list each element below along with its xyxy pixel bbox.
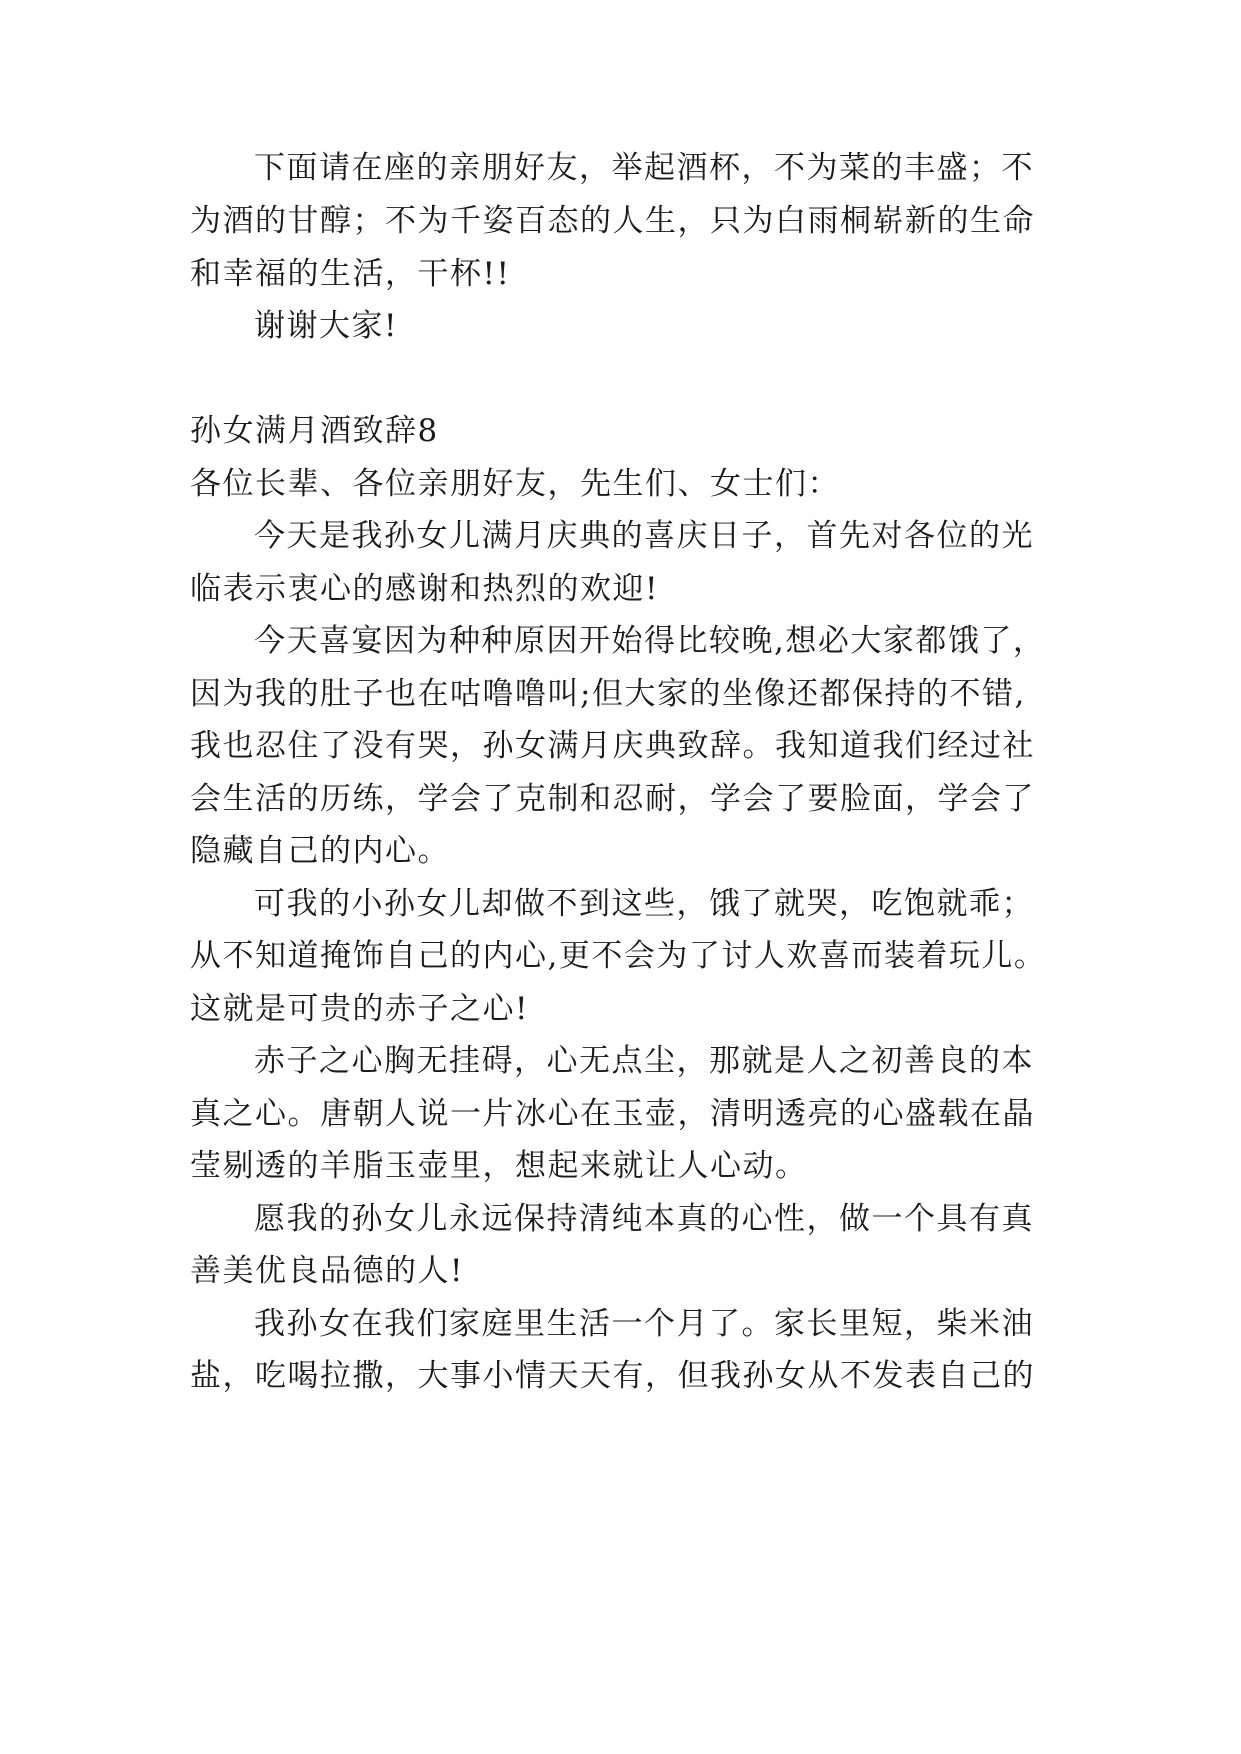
- paragraph-line: 下面请在座的亲朋好友，举起酒杯，不为菜的丰盛；不: [254, 150, 1034, 186]
- paragraph-line: 隐藏自己的内心。: [190, 833, 450, 869]
- paragraph-line: 赤子之心胸无挂碍，心无点尘，那就是人之初善良的本: [254, 1043, 1034, 1079]
- paragraph-line: 今天是我孙女儿满月庆典的喜庆日子，首先对各位的光: [254, 518, 1034, 554]
- paragraph-line: 我孙女在我们家庭里生活一个月了。家长里短，柴米油: [254, 1306, 1034, 1342]
- salutation: 各位长辈、各位亲朋好友，先生们、女士们：: [190, 466, 840, 502]
- paragraph-line: 临表示衷心的感谢和热烈的欢迎!: [190, 571, 659, 607]
- paragraph-line: 谢谢大家!: [254, 308, 398, 344]
- paragraph-line: 盐，吃喝拉撒，大事小情天天有，但我孙女从不发表自己的: [190, 1358, 1035, 1394]
- paragraph-line: 为酒的甘醇；不为千姿百态的人生，只为白雨桐崭新的生命: [190, 203, 1035, 239]
- paragraph-line: 从不知道掩饰自己的内心,更不会为了讨人欢喜而装着玩儿。: [190, 938, 1047, 974]
- paragraph-line: 我也忍住了没有哭，孙女满月庆典致辞。我知道我们经过社: [190, 728, 1035, 764]
- paragraph-line: 善美优良品德的人!: [190, 1253, 464, 1289]
- paragraph-line: 这就是可贵的赤子之心!: [190, 991, 529, 1027]
- paragraph-line: 和幸福的生活，干杯!!: [190, 256, 511, 292]
- paragraph-line: 因为我的肚子也在咕噜噜叫;但大家的坐像还都保持的不错,: [190, 676, 1026, 712]
- paragraph-line: 真之心。唐朝人说一片冰心在玉壶，清明透亮的心盛载在晶: [190, 1096, 1035, 1132]
- paragraph-line: 愿我的孙女儿永远保持清纯本真的心性，做一个具有真: [254, 1201, 1034, 1237]
- paragraph-line: 莹剔透的羊脂玉壶里，想起来就让人心动。: [190, 1148, 808, 1184]
- paragraph-line: 可我的小孙女儿却做不到这些，饿了就哭，吃饱就乖；: [254, 886, 1034, 922]
- section-heading: 孙女满月酒致辞8: [190, 413, 439, 449]
- paragraph-line: 今天喜宴因为种种原因开始得比较晚,想必大家都饿了，: [254, 623, 1046, 659]
- paragraph-line: 会生活的历练，学会了克制和忍耐，学会了要脸面，学会了: [190, 781, 1035, 817]
